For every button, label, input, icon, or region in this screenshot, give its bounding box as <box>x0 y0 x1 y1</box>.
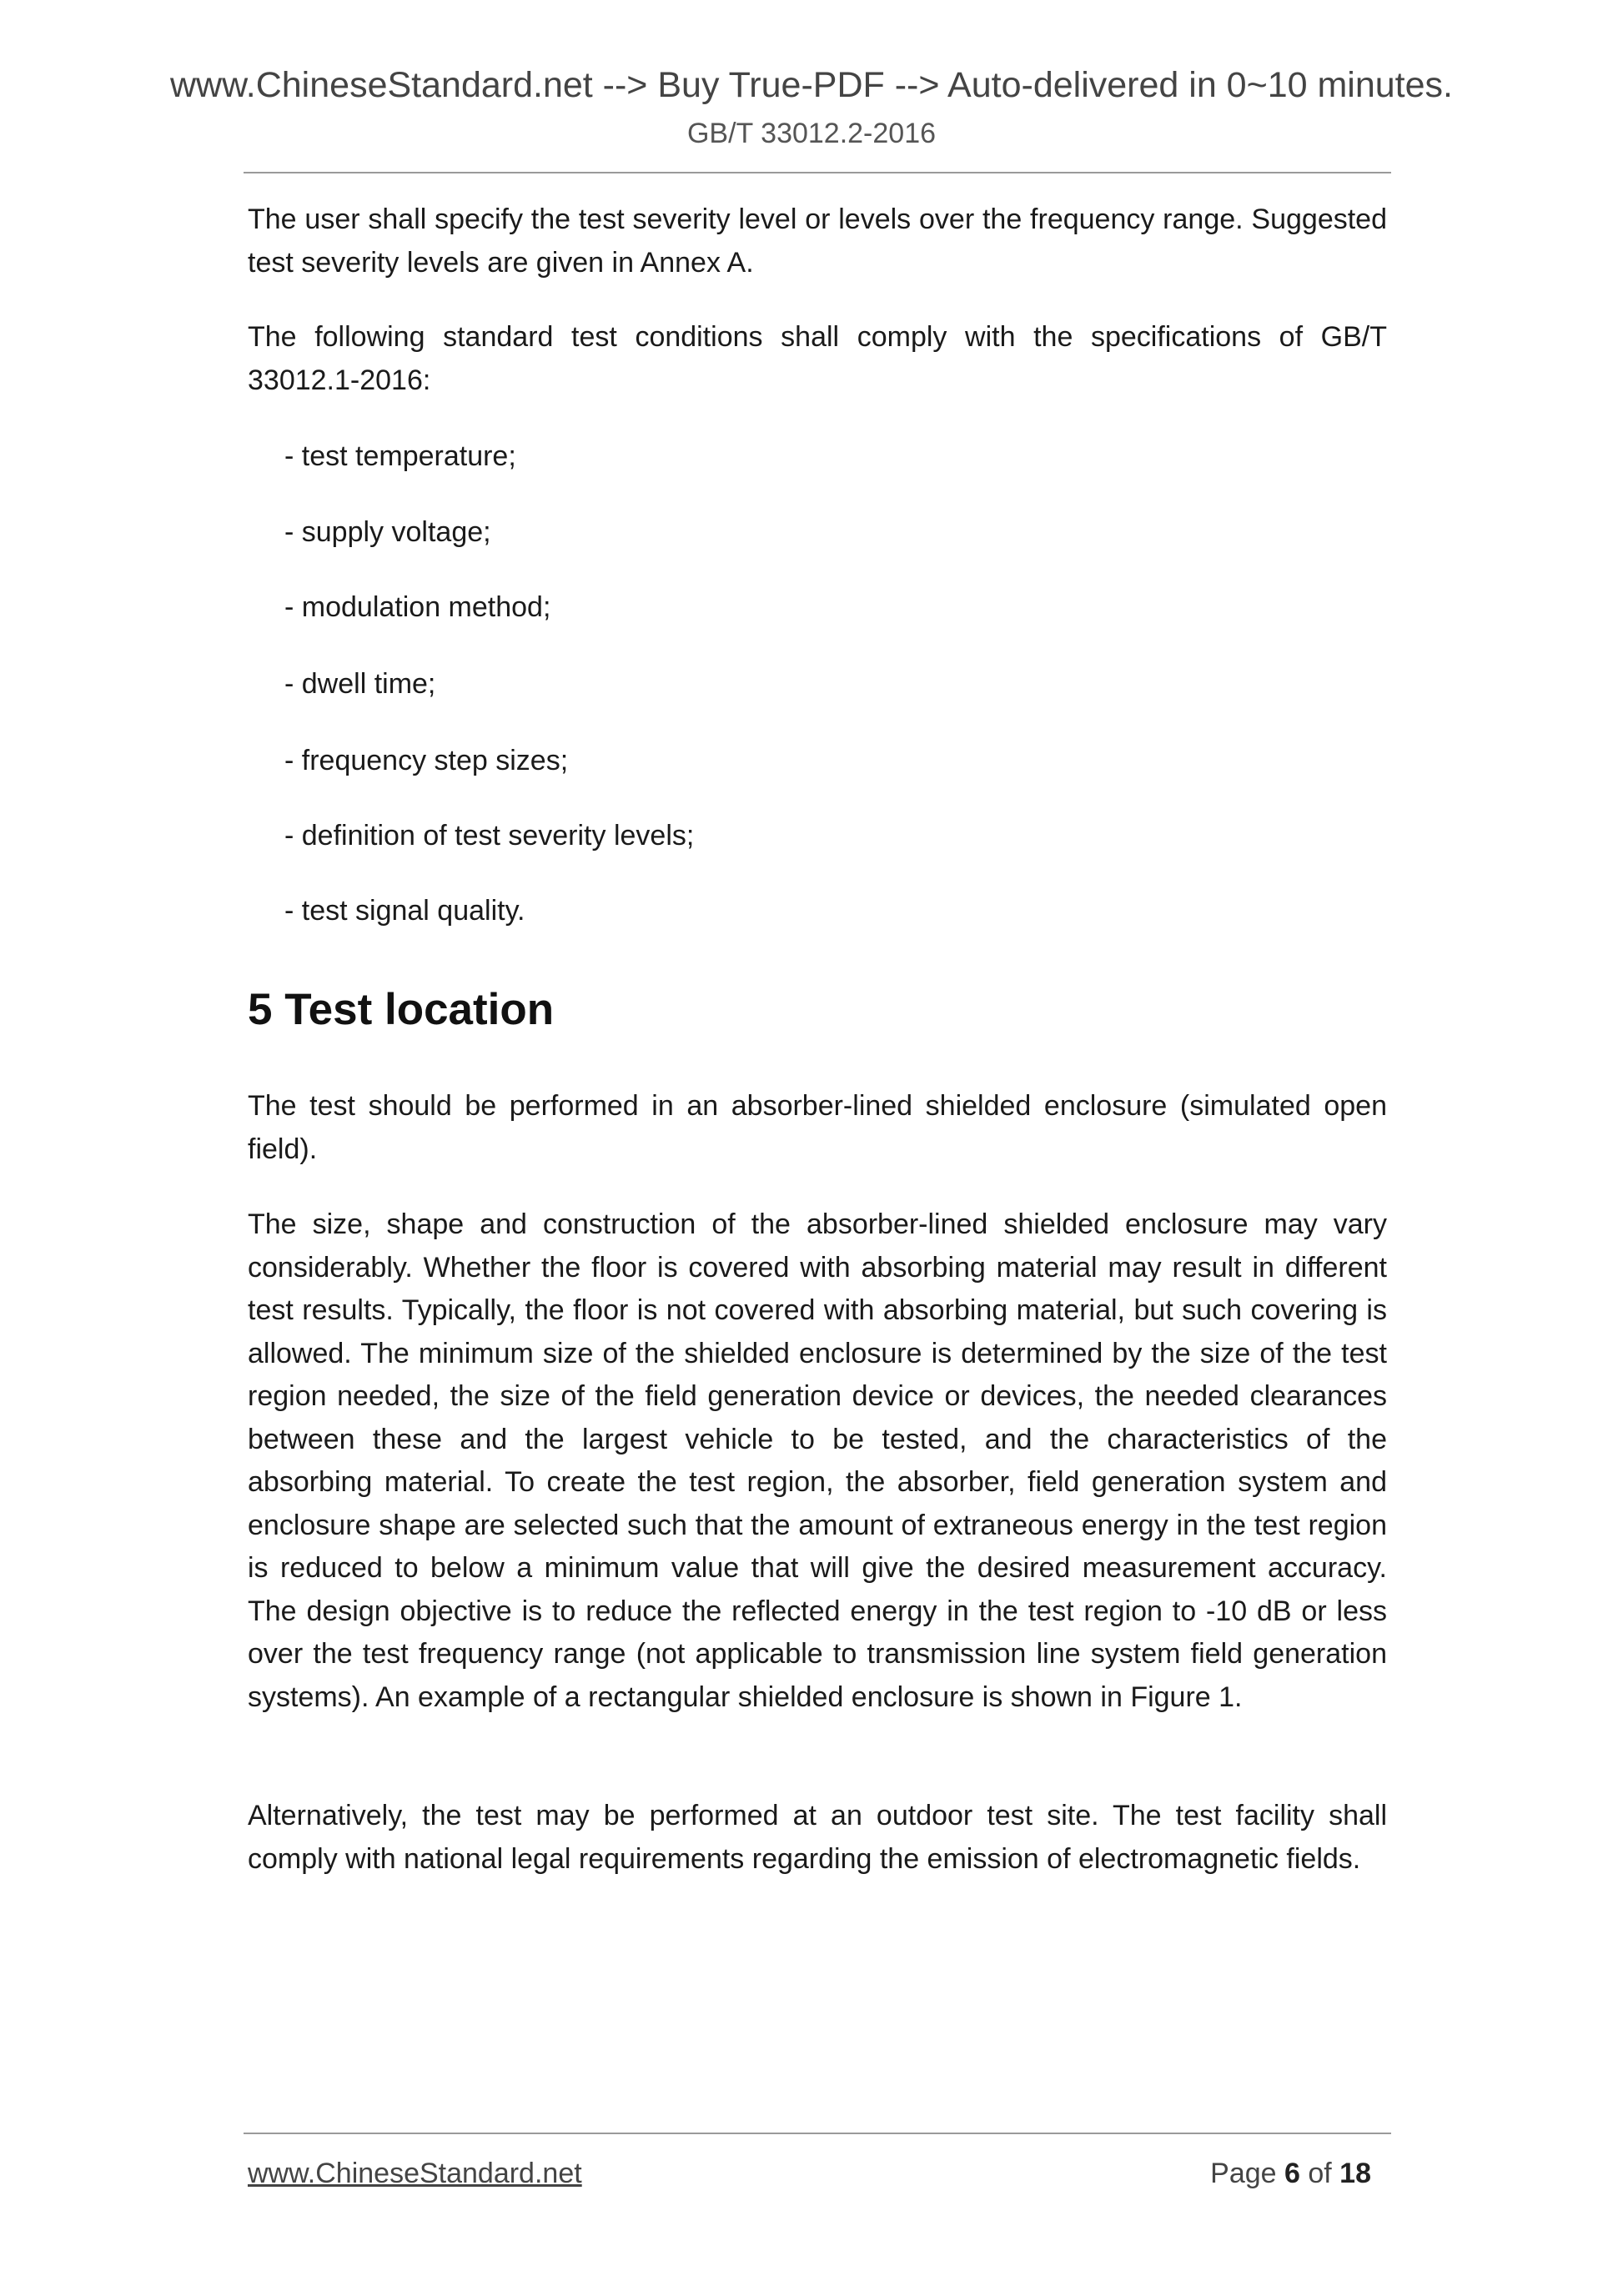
paragraph-conditions: The following standard test conditions shall comply with the specifications of GB/T 33012.1-2016: <box>248 321 1387 396</box>
section-heading: 5 Test location <box>248 985 555 1034</box>
list-item: - frequency step sizes; <box>284 745 569 776</box>
list-item: - dwell time; <box>284 668 436 700</box>
page-current: 6 <box>1284 2158 1300 2189</box>
page-number <box>1210 2158 1371 2190</box>
list-item: - supply voltage; <box>284 516 491 548</box>
page-prefix: Page <box>1210 2158 1284 2189</box>
header-divider <box>244 172 1391 173</box>
list-item: - modulation method; <box>284 591 551 623</box>
list-item: - test signal quality. <box>284 895 525 927</box>
header-banner: www.ChineseStandard.net --> Buy True-PDF --> Auto-delivered in 0~10 minutes. <box>169 65 1453 105</box>
footer-link[interactable]: www.ChineseStandard.net <box>248 2158 582 2189</box>
footer-divider <box>244 2133 1391 2134</box>
paragraph-enclosure-details: The size, shape and construction of the absorber-lined shielded enclosure may vary considerably. Whether the floor is covered with absorbing material may result in different test results. Typically, the floor is not covered with absorbing material, but such covering is allowed. The minimum size of the shielded enclosure is determined by the size of the test region needed, the size of the field generation device or devices, the needed clearances between these and the largest vehicle to be tested, and the characteristics of the absorbing material. To create the test region, the absorber, field generation system and enclosure shape are selected such that the amount of extraneous energy in the test region is reduced to below a minimum value that will give the desired measurement accuracy. The design objective is to reduce the reflected energy in the test region to -10 dB or less over the test frequency range (not applicable to transmission line system field generation systems). An example of a rectangular shielded enclosure is shown in Figure 1. <box>248 1208 1387 1713</box>
page-of: of <box>1299 2158 1340 2189</box>
list-item: - definition of test severity levels; <box>284 820 695 852</box>
paragraph-outdoor-site: Alternatively, the test may be performed at an outdoor test site. The test facility shall comply with national legal requirements regarding the emission of electromagnetic fields. <box>248 1800 1387 1875</box>
list-item: - test temperature; <box>284 440 516 472</box>
standard-id: GB/T 33012.2-2016 <box>686 118 937 149</box>
paragraph-severity: The user shall specify the test severity level or levels over the frequency range. Suggested test severity levels are given in Annex A. <box>248 203 1387 279</box>
paragraph-enclosure: The test should be performed in an absorber-lined shielded enclosure (simulated open field). <box>248 1090 1387 1165</box>
page-total: 18 <box>1339 2158 1371 2189</box>
